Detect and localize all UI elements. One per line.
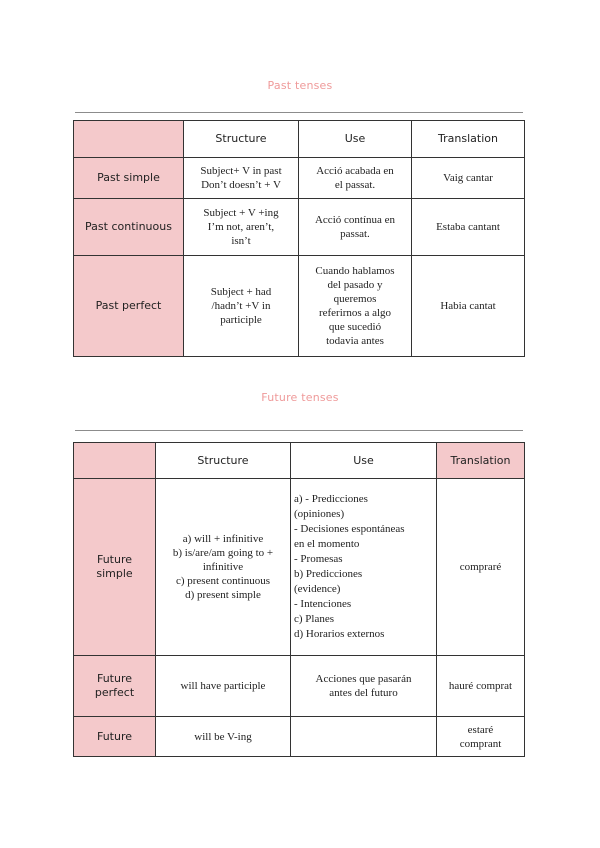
header-blank-cell bbox=[74, 121, 184, 158]
header-use: Use bbox=[299, 121, 412, 158]
cell-line: del pasado y bbox=[327, 279, 383, 291]
cell-line: Subject+ V in past bbox=[200, 165, 282, 177]
past-header-row bbox=[74, 121, 525, 158]
translation-cell: Habia cantat bbox=[412, 256, 525, 357]
cell-line: participle bbox=[220, 314, 262, 326]
structure-cell bbox=[184, 199, 299, 256]
cell-line: perfect bbox=[94, 686, 135, 699]
header-use: Use bbox=[291, 443, 437, 479]
cell-line: Future bbox=[96, 729, 133, 743]
cell-line: a) - Predicciones bbox=[294, 493, 368, 505]
cell-line: c) present continuous bbox=[175, 575, 271, 587]
cell-line: Subject + V +ing bbox=[203, 207, 279, 219]
cell-line: en el momento bbox=[294, 538, 360, 550]
cell-line: - Promesas bbox=[294, 553, 343, 565]
cell-line: el passat. bbox=[334, 179, 376, 191]
use-cell bbox=[299, 158, 412, 199]
cell-line: comprant bbox=[459, 737, 502, 750]
row-label: Past perfect bbox=[74, 256, 184, 357]
future-divider bbox=[75, 430, 523, 431]
table-row bbox=[74, 158, 525, 199]
row-label bbox=[74, 717, 156, 757]
cell-line: queremos bbox=[333, 293, 377, 305]
structure-cell bbox=[156, 717, 291, 757]
cell-line: infinitive bbox=[202, 561, 244, 573]
row-label: Past simple bbox=[74, 158, 184, 199]
cell-line: Future bbox=[96, 553, 133, 566]
cell-line: - Intenciones bbox=[294, 598, 352, 610]
cell-line: Subject + had bbox=[210, 286, 272, 298]
header-translation: Translation bbox=[437, 443, 525, 479]
cell-line: isn’t bbox=[231, 235, 251, 247]
table-row bbox=[74, 479, 525, 656]
cell-line: will be V-ing bbox=[194, 730, 252, 743]
cell-line: Future bbox=[96, 672, 133, 685]
cell-line: a) will + infinitive bbox=[182, 533, 264, 545]
cell-line: (evidence) bbox=[294, 583, 341, 595]
cell-line: estaré bbox=[467, 723, 494, 736]
cell-line: /hadn’t +V in bbox=[211, 300, 271, 312]
future-tenses-table bbox=[73, 442, 525, 757]
cell-line: passat. bbox=[340, 228, 370, 240]
use-cell bbox=[299, 199, 412, 256]
structure-cell bbox=[184, 256, 299, 357]
table-row bbox=[74, 717, 525, 757]
use-cell bbox=[291, 717, 437, 757]
header-structure: Structure bbox=[156, 443, 291, 479]
use-cell bbox=[299, 256, 412, 357]
cell-line: que sucedió bbox=[328, 321, 382, 333]
table-row bbox=[74, 199, 525, 256]
structure-cell bbox=[156, 479, 291, 656]
row-label bbox=[74, 656, 156, 717]
translation-cell: hauré comprat bbox=[437, 656, 525, 717]
cell-line: simple bbox=[96, 567, 133, 580]
cell-line: b) is/are/am going to + bbox=[172, 547, 274, 559]
cell-line: - Decisiones espontáneas bbox=[294, 523, 405, 535]
header-blank-cell bbox=[74, 443, 156, 479]
header-structure: Structure bbox=[184, 121, 299, 158]
cell-line: d) present simple bbox=[185, 589, 261, 601]
table-row bbox=[74, 256, 525, 357]
cell-line: Cuando hablamos bbox=[315, 265, 395, 277]
future-tenses-title: Future tenses bbox=[261, 391, 339, 404]
translation-cell: Estaba cantant bbox=[412, 199, 525, 256]
translation-cell: compraré bbox=[437, 479, 525, 656]
header-translation: Translation bbox=[412, 121, 525, 158]
use-cell bbox=[291, 656, 437, 717]
cell-line: Don’t doesn’t + V bbox=[201, 179, 281, 191]
cell-line: will have participle bbox=[180, 680, 266, 692]
cell-line: Acció contínua en bbox=[314, 214, 396, 226]
cell-line: b) Predicciones bbox=[294, 568, 363, 580]
table-row bbox=[74, 656, 525, 717]
cell-line: todavia antes bbox=[326, 335, 384, 347]
translation-cell: Vaig cantar bbox=[412, 158, 525, 199]
translation-cell bbox=[437, 717, 525, 757]
row-label: Past continuous bbox=[74, 199, 184, 256]
cell-line: Acció acabada en bbox=[316, 165, 394, 177]
cell-line: Acciones que pasarán bbox=[315, 673, 412, 685]
cell-line: referirnos a algo bbox=[318, 307, 392, 319]
structure-cell bbox=[184, 158, 299, 199]
cell-line: antes del futuro bbox=[329, 687, 398, 699]
past-tenses-title: Past tenses bbox=[267, 79, 333, 92]
future-header-row bbox=[74, 443, 525, 479]
cell-line: (opiniones) bbox=[294, 508, 345, 520]
past-divider bbox=[75, 112, 523, 113]
cell-line: I’m not, aren’t, bbox=[207, 221, 275, 233]
past-tenses-table bbox=[73, 120, 525, 357]
row-label bbox=[74, 479, 156, 656]
structure-cell bbox=[156, 656, 291, 717]
cell-line: c) Planes bbox=[294, 613, 335, 625]
use-cell bbox=[291, 479, 437, 656]
cell-line: d) Horarios externos bbox=[294, 628, 385, 640]
